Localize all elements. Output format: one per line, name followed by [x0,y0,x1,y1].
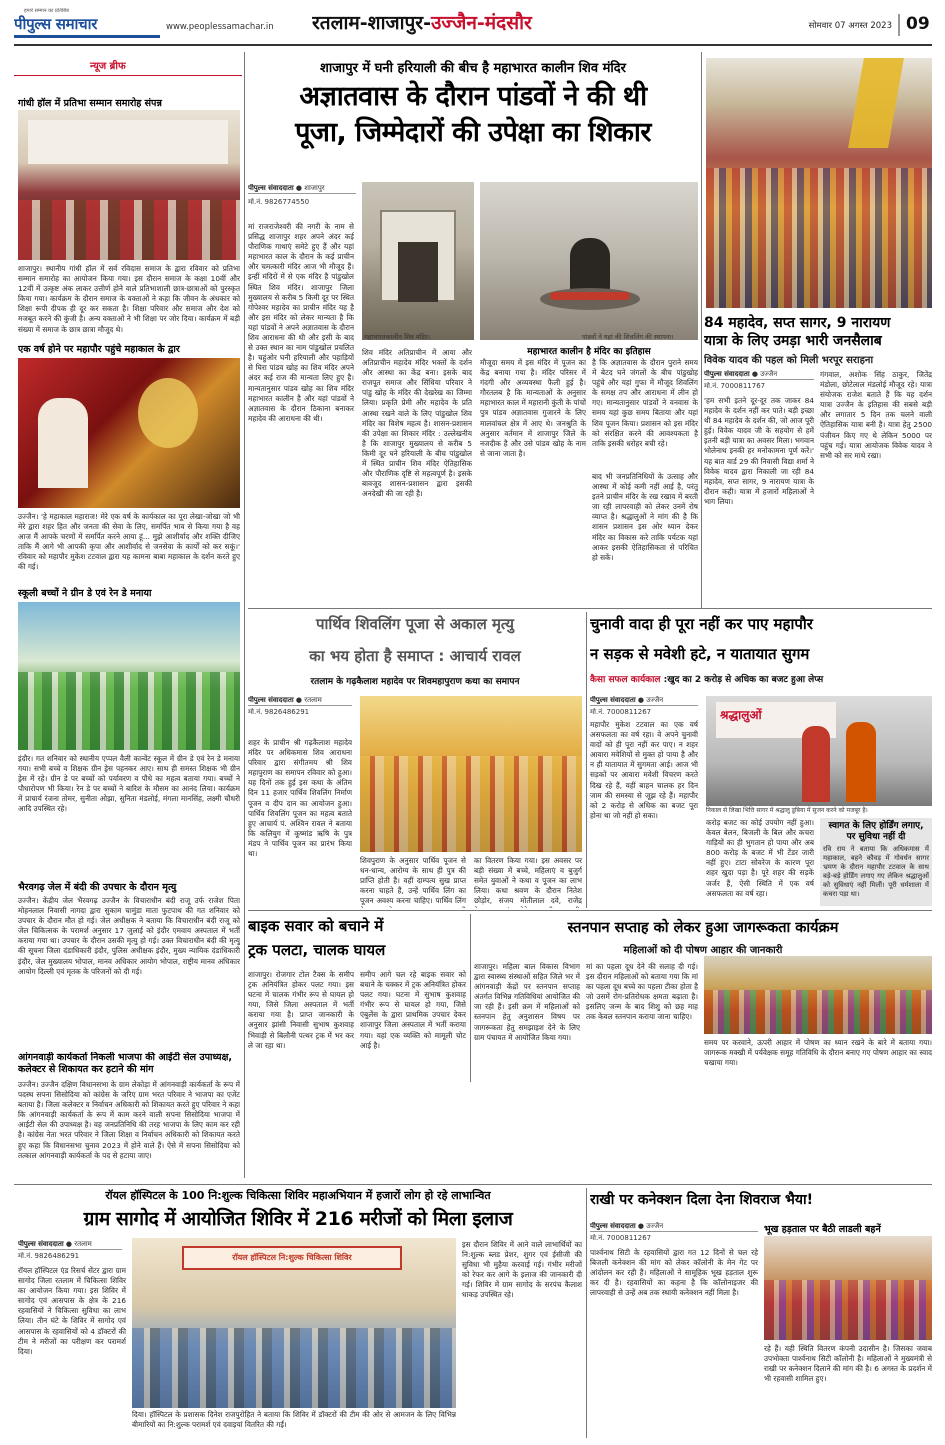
lead-col-3: मौजूदा समय में इस मंदिर में पूजन का केंद्र बनाया गया है। मंदिर परिसर में गंदगी और अव्यवस्था फैली हुई है। गौरतलब है कि मान्यताओं के अनुसार महाभारत काल में महारानी कुंती के पांचों पुत्र पांडव अज्ञातवास गुजारने के लिए मालवांचल क्षेत्र में आए थे। जनश्रुति के अनुसार वर्तमान में शाजापुर जिले के नजदीक है और उसे पांडव खोह के नाम से जाना जाता है। [480,358,586,458]
mid-horizontal-rule [248,608,932,609]
mayor-headline-1[interactable]: चुनावी वादा ही पूरा नहीं कर पाए महापौर [590,615,813,633]
yatra-headline-1[interactable]: 84 महादेव, सप्त सागर, 9 नारायण [704,315,891,331]
rakhi-byline: पीपुल्स संवाददाता ● उज्जैन [590,1222,758,1232]
camp-photo [132,1238,456,1408]
masthead-url[interactable]: www.peoplessamachar.in [166,22,274,32]
mayor-poster-body: रवि राय ने बताया कि अधिकमास में महाकाल, बहने कौवड़ में गोवर्धन सागर भ्रमण के दौरान महापौर टटवाल के साथ बड़े-बड़े होर्डिंग लगाए गए लेकिन श्रद्धालुओं को सुविधाएं नहीं मिलीं। पूरी धर्मशाला में कचरा पड़ा था। [823,845,929,898]
breastfeed-col-1: शाजापुर। महिला बाल विकास विभाग द्वारा स्वास्थ्य संस्थाओं सहित जिले भर में आंगनवाड़ी केंद्रों पर स्तनपान सप्ताह अंतर्गत विभिन्न गतिविधियां आयोजित की जा रही हैं। इसी क्रम में महिलाओं को स्तनपान हेतु अनुशासन विषय पर जागरूकता हेतु समझाइश देने के लिए ग्राम पंचायत में आयोजित किया गया। [474,962,580,1042]
rawal-col-2: शिवपुराण के अनुसार पार्थिव पूजन से धन-धान्य, आरोग्य के साथ ही पुत्र की प्राप्ति होती है। वहीं दाम्पत्य सुख प्राप्त करना चाहते हैं, उन्हें पार्थिव लिंग का पूजन अवश्य करना चाहिए। पार्थिव लिंग [360,856,466,906]
yatra-photo [706,58,932,308]
rawal-story [248,612,582,908]
breastfeed-headline[interactable]: स्तनपान सप्ताह को लेकर हुआ जागरूकता कार्यक्रम [567,920,839,936]
brief-3-body: इंदौर। गत शनिवार को स्थानीय एप्पल वैली कान्वेंट स्कूल में ग्रीन डे एवं रेन डे मनाया गया। सभी बच्चे व शिक्षक ग्रीन ड्रेस पहनकर आए। साथ ही समस्त शिक्षक भी ग्रीन ड्रेस में रहे। ग्रीन डे पर बच्चों को पर्यावरण व पौधे का महत्व बताया गया। बच्चों ने पौधारोपण भी किया। रेन डे पर बच्चों ने बारिश के मौसम का आनंद लिया। कार्यक्रम में प्राचार्य रंजना तोमर, सुनीता ओझा, सुनिता मंडलोई, मंगला मानसिंह, लक्ष्मी चौधरी आदि उपस्थित रहे। [18,754,240,814]
yatra-col-1: 'हम सभी इतने दूर-दूर तक जाकर 84 महादेव के दर्शन नहीं कर पाते। बड़ी इच्छा थी 84 महादेव के दर्शन की, जो आज पूरी हुई। विवेक यादव जी के सहयोग से हमें इतनी बड़ी यात्रा का अवसर मिला। भगवान भोलेनाथ इनकी हर मनोकामना पूर्ण करें।' यह बात वार्ड 29 की निवासी विद्या शर्मा ने विवेक यादव द्वारा निकाली जा रही 84 महादेव, सप्त सागर, 9 नारायण यात्रा के दौरान कही। यात्रा में हजारों महिलाओं ने भाग लिया। [704,396,814,506]
camp-photo-banner: रॉयल हॉस्पिटल नि:शुल्क चिकित्सा शिविर [182,1246,402,1270]
mayor-photo-banner: श्रद्धालुओं [720,708,762,722]
lead-col-2: शिव मंदिर अतिप्राचीन में आया और अतिप्राचीन महादेव मंदिर भक्तों के दर्शन और आस्था का केंद्र बना। इसके बाद राजपूत समाज और सिंधिया परिवार ने पांडु खोह के मंदिर की देखरेख का जिम्मा लिया। प्रकृति प्रेमी और महादेव के प्रति आस्था रखने वाले के लिए पांडुखोल शिव मंदिर का विशेष महत्व है। शासन-प्रशासन की उपेक्षा का शिकार मंदिर : उल्लेखनीय है कि शाजापुर मुख्यालय से करीब 5 किमी दूर घने हरियाली के बीच पांडुखोल में स्थित प्राचीन शिव मंदिर ऐतिहासिक और पौराणिक दृष्टि से महत्वपूर्ण है। इसके बावजूद शासन-प्रशासन द्वारा इसकी अनदेखी की जा रही है। [362,348,472,499]
brief-5-body: उज्जैन। उज्जैन दक्षिण विधानसभा के ग्राम लेकोड़ा में आंगनवाड़ी कार्यकर्ता के रूप में पदस्थ सपना सिसोदिया को कांग्रेस के जरिए ग्राम भरत परिवार ने भाजपा का एजेंट बताया है। जिला कलेक्टर व निर्वाचन अधिकारी को शिकायत करते हुए परिवार ने कहा कि आंगनवाड़ी कार्यकर्ता के रूप में काम करने वाली सपना सिसोदिया भाजपा में आईटी सेल की उपाध्यक्ष है। वह जनप्रतिनिधि की तरह भाजपा के लिए काम कर रही है। कांग्रेस नेता भरत परिवार ने जिला शिक्षा व निर्वाचन अधिकारी को शिकायत करते हुए कहा कि विधानसभा चुनाव 2023 में होने वाले हैं। ऐसे में सपना सिसोदिया को तत्काल आंगनवाड़ी कार्यकर्ता के पद से हटाया जाए। [18,1080,240,1160]
yatra-mobile: मो.नं. 7000811767 [704,382,766,390]
rawal-deck: रतलाम के गढ़कैलाश महादेव पर शिवमहापुराण कथा का समापन [310,677,520,687]
camp-byline-place: रतलाम [74,1240,92,1248]
rawal-byline: पीपुल्स संवाददाता ● रतलाम [248,696,352,706]
rakhi-byline-place: उज्जैन [646,1222,664,1230]
lead-headline-2[interactable]: पूजा, जिम्मेदारों की उपेक्षा का शिकार [295,117,651,148]
rakhi-headline[interactable]: राखी पर कनेक्शन दिला देना शिवराज भैया! [590,1192,813,1208]
camp-col-3: इस दौरान शिविर में आने वाले लाभार्थियों का नि:शुल्क ब्लड प्रेशर, शुगर एवं ईसीजी की सुविधा भी मुहैया करवाई गई। गंभीर मरीजों को रेफर कर आगे के इलाज की जानकारी दी गई। शिविर में ग्राम सागोद के सरपंच कैलाश धाकड़ उपस्थित रहे। [462,1240,582,1300]
brief-1-body: शाजापुर। स्थानीय गांधी हॉल में सर्व रविदास समाज के द्वारा रविवार को प्रतिभा सम्मान समारोह का आयोजन किया गया। इस दौरान समाज के कक्षा 10वीं और 12वीं में उत्कृष्ट अंक लाकर उत्तीर्ण होने वाले प्रतिभाशाली छात्र-छात्राओं को पुरस्कृत किया गया। कार्यक्रम के दौरान समाज के वक्ताओं ने कहा कि जीवन के अंधकार को शिक्षा रूपी दीपक ही दूर कर सकता है। शिक्षा परिवार और समाज और देश को मजबूत करने की कुंजी है। अन्य वक्ताओं ने भी शिक्षा पर जोर दिया। कार्यक्रम में बड़ी संख्या में समाज के छात्र छात्रा मौजूद थे। [18,264,240,334]
lower-horizontal-rule [248,910,932,911]
news-brief-label: न्यूज ब्रीफ [14,58,242,76]
lead-photo-shivling [480,182,698,340]
lead-byline: पीपुल्स संवाददाता ● शाजापुर [248,184,356,194]
lead-col-5: बाद भी जनप्रतिनिधियों के उत्साह और आस्था में कोई कमी नहीं आई है, परंतु इतने प्राचीन मंदिर के रख रखाव में बरती जा रही लापरवाही को लेकर उनमें रोष व्याप्त है। श्रद्धालुओं ने मांग की है कि शासन प्रशासन इस ओर ध्यान देकर मंदिर का विकास करे ताकि पर्यटक यहां आकर इसकी ऐतिहासिकता से परिचित हो सकें। [592,472,698,562]
lead-subhead: महाभारत कालीन है मंदिर का इतिहास [527,347,651,357]
camp-story [14,1188,582,1438]
brief-2-title[interactable]: एक वर्ष होने पर महापौर पहुंचे महाकाल के द्वार [18,344,180,355]
yatra-headline-2[interactable]: यात्रा के लिए उमड़ा भारी जनसैलाब [704,333,882,349]
lead-photo-caption-1: महाभारतकालीन शिव मंदिर। [364,333,431,341]
rawal-byline-place: रतलाम [304,696,322,704]
rakhi-col-2: रहे हैं। यही स्थिति वितरण कंपनी उदासीन है। जिसका जवाब उपभोक्ता पार्श्वनाथ सिटी कॉलोनी है। महिलाओं ने मुख्यमंत्री से राखी पर कनेक्शन दिलाने की मांग की है। 6 अगस्त के प्रदर्शन में भी रहवासी शामिल हुए। [764,1344,932,1384]
breastfeed-col-3: समय पर करवाने, ऊपरी आहार में पोषण का ध्यान रखने के बारे में बताया गया। जागरूक मक्खी में पर्यवेक्षक समूह गतिविधि के दौरान बनाए गए पोषण आहार का स्वाद चखाया गया। [704,1038,932,1068]
mayor-poster-head: स्वागत के लिए होर्डिंग लगाए, पर सुविधा नहीं दी [828,821,924,842]
news-brief-column [14,52,242,1180]
brief-3-photo [18,602,240,750]
rawal-mobile: मो.नं. 9826486291 [248,708,310,716]
mayor-col-1: महापौर मुकेश टटवाल का एक वर्ष असफलता का वर्ष रहा। वे अपने चुनावी वादों को ही पूरा नहीं कर पाए। न शहर आवारा मवेशियों से मुक्त हो पाया है और न ही यातायात में सुगमता आई। आज भी सड़कों पर आवारा मवेशी विचरण करते दिख रहे हैं, वहीं बाहन चालक हर दिन जाम की समस्या से जूझ रहे हैं। महापौर को 2 करोड़ से अधिक का बजट पूरा होना था जो नहीं हो सका। [590,720,698,820]
brief-4-title[interactable]: भैरवगढ़ जेल में बंदी की उपचार के दौरान मृत्यु [18,882,177,893]
mayor-mobile: मो.नं. 7000811267 [590,708,652,716]
logo-text: पीपुल्स समाचार [14,15,98,33]
yatra-byline-place: उज्जैन [760,370,778,378]
lead-headline-1[interactable]: अज्ञातवास के दौरान पांडवों ने की थी [299,81,647,112]
lead-byline-place: शाजापुर [304,184,325,192]
yatra-story [704,52,932,608]
lead-photo-temple [362,182,474,340]
lead-col-4: है कि अज्ञातवास के दौरान पुराने समय में बेटद घने जंगलों के बीच पांडुखोह पहुंचे और यहां गुफा में मौजूद शिवलिंग के समक्ष तप और आराधना में लीन हो गए। मान्यतानुसार पांडवों ने वनवास के समय यहां कुछ समय बिताया और यहां शिव पूजन किया। प्रशासन को इस मंदिर को संरक्षित करने की आवश्यकता है ताकि इसकी धरोहर बची रहे। [592,358,698,448]
rakhi-col-1: पार्श्वनाथ सिटी के रहवासियों द्वारा गत 12 दिनों से चल रहे बिजली कनेक्शन की मांग को लेकर कॉलोनी के मेन गेट पर आंदोलन कर रही हैं। महिलाओं ने सामूहिक भूख हड़ताल शुरू कर दी है। रहवासियों का कहना है कि कॉलोनाइजर की लापरवाही से उन्हें अब तक स्थायी कनेक्शन नहीं मिला है। [590,1248,758,1298]
masthead-date: सोमवार 07 अगस्त 2023 [808,21,892,31]
rakhi-byline-name: पीपुल्स संवाददाता [590,1222,636,1230]
brief-3-title[interactable]: स्कूली बच्चों ने ग्रीन डे एवं रेन डे मनाया [18,588,152,599]
lead-col-1: मां राजराजेश्वरी की नगरी के नाम से प्रसिद्ध शाजापुर शहर अपने अंदर कई पौराणिक गाथाएं समेटे हुए हैं और यहां महाभारत काल के दौरान के कई प्राचीन और चमत्कारी मंदिर आज भी मौजूद हैं। इन्हीं मंदिरों में से एक मंदिर है पांडुखोल स्थित शिव मंदिर। शाजापुर जिला मुख्यालय से करीब 5 किमी दूर पर स्थित गोपेश्वर महादेव का प्राचीन मंदिर यह है और इस मंदिर को लेकर मान्यता है कि यहां पांडवों ने अपने अज्ञातवास के दौरान शिव आराधना की थी और इसी के बाद से उक्त स्थान का नाम पांडुखोल प्रचलित है। चहुंओर घनी हरियाली और पहाड़ियों से घिरा पांडव खोह का शिव मंदिर अपने अंदर कई राज की मान्यता लिए हुए है। मान्यतानुसार पांडव खोह का शिव मंदिर महाभारत कालीन है और यहां पांडवों ने अज्ञातवास के दौरान ठिकाना बनाकर महादेव की आराधना की थी। [248,222,354,423]
camp-byline-name: पीपुल्स संवाददाता [18,1240,64,1248]
rawal-col-3: का वितरण किया गया। इस अवसर पर बड़ी संख्या में बच्चे, महिलाएं व बुजुर्ग समेत युवाओं ने कथा व पूजन का लाभ लिया। कथा श्रवण के दौरान नितेश छोड़ोर, संजय मोतीलाल दवे, राजेंद्र [474,856,582,906]
camp-mobile: मो.नं. 9826486291 [18,1252,80,1260]
yatra-byline-name: पीपुल्स संवाददाता [704,370,750,378]
mayor-byline: पीपुल्स संवाददाता ● उज्जैन [590,696,698,706]
lead-kicker: शाजापुर में घनी हरियाली की बीच है महाभारत कालीन शिव मंदिर [319,61,626,76]
masthead-tagline: हमारे सम्मान का प्रतिबिंब [24,8,69,14]
brief-2-photo [18,358,240,508]
rakhi-photo [764,1236,932,1340]
mayor-deck-text: :खुद का 2 करोड़ से अधिक का बजट हुआ लेप्स [660,675,824,685]
brief-1-title[interactable]: गांधी हॉल में प्रतिभा सम्मान समारोह संपन्न [18,98,162,109]
breastfeed-col-2: मां का पहला दूध देने की सलाह दी गई। इस दौरान महिलाओं को बताया गया कि मां का पहला दूध बच्चे का पहला टीका होता है जो उसमें रोग-प्रतिरोधक क्षमता बढ़ाता है। इसलिए जन्म के बाद शिशु को छह माह तक केवल स्तनपान कराया जाना चाहिए। [586,962,698,1022]
mayor-byline-name: पीपुल्स संवाददाता [590,696,636,704]
brief-5-title[interactable]: आंगनवाड़ी कार्यकर्ता निकली भाजपा की आईटी सेल उपाध्यक्ष, कलेक्टर से शिकायत कर हटाने की मांग [18,1052,232,1075]
mayor-deck [590,672,932,685]
mayor-col-2: करोड़ बजट का कोई उपयोग नहीं हुआ। केवल बेलन, बिजली के बिल और कचरा गाड़ियों का ही भुगतान हो पाया और अब 800 करोड़ के बजट में भी टेंडर जारी नहीं हुए। टाटा सोवरेज के कारण पूरा शहर खुदा पड़ा है। पूरे शहर की सड़कें जर्जर हैं, ऐसी स्थिति में एक वर्ष असफलता का वर्ष रहा। [706,818,814,898]
breastfeed-photo [704,956,932,1034]
lead-right-divider [701,52,702,608]
yatra-byline: पीपुल्स संवाददाता ● उज्जैन [704,370,814,380]
camp-col-2: दिया। हॉस्पिटल के प्रशासक दिनेश राजपुरोहित ने बताया कि शिविर में डॉक्टरों की टीम की ओर से आमजन के लिए विभिन्न बीमारियों का नि:शुल्क परामर्श एवं दवाइयां वितरित की गईं। [132,1410,456,1430]
mayor-byline-place: उज्जैन [646,696,664,704]
bike-col-1: शाजापुर। रोजगार टोल टैक्स के समीप ट्रक अनियंत्रित होकर पलट गया। इस घटना में चालक गंभीर रूप से घायल हो गया, जिसे जिला अस्पताल में भर्ती कराया गया है। प्राप्त जानकारी के अनुसार झांसी निवासी सुभाष कुशवाह भिवाड़ी से बिलौनी पत्थर ट्रक में भर कर ले जा रहा था। [248,970,354,1050]
brief-1-photo [18,110,240,260]
camp-right-divider [586,1188,587,1438]
rawal-photo [360,696,582,852]
rawal-col-1: शहर के प्राचीन श्री गढ़कैलाश महादेव मंदिर पर अधिकमास शिव आराधना परिवार द्वारा संगीतमय श्री शिव महापुराण का समापन रविवार को हुआ। यह दिनों तक हुई इस कथा के अंतिम दिन 11 हजार पार्थिव शिवलिंग निर्माण पूजन व दीप दान का आयोजन हुआ। पार्थिव शिवलिंग पूजन का महत्व बताते हुए आचार्य पं. अश्विन रावल ने बताया कि कलियुग में कूष्मांड ऋषि के पुत्र मंडप ने पार्थिव पूजन का प्रारंभ किया था। [248,738,352,859]
camp-kicker: रॉयल हॉस्पिटल के 100 नि:शुल्क चिकित्सा शिविर महाअभियान में हजारों लोग हो रहे लाभान्वित [105,1189,491,1202]
rakhi-photo-label: भूख हड़ताल पर बैठी लाडली बहनें [764,1224,881,1235]
bike-right-divider [470,914,471,1082]
rawal-right-divider [586,612,587,908]
lead-byline-name: पीपुल्स संवाददाता [248,184,294,192]
left-column-divider [244,52,245,1178]
section-title [312,9,612,37]
brief-4-body: उज्जैन। केंद्रीय जेल भैरवगढ़ उज्जैन के विचाराधीन बंदी राजू उर्फ राजेश पिता मोहनलाल निवासी नागदा द्वारा सुकाम चामुंडा माता फुटपाथ की गत शनिवार को उपचार के दौरान मौत हो गई। जेल अधीक्षक ने बताया कि विचाराधीन बंदी राजू को जेल चिकित्सक के परामर्श अनुसार 17 जुलाई को इंदौर एमवाय अस्पताल में भर्ती कराया गया था। उपचार के दौरान उसकी मृत्यु हो गई। उक्त विचाराधीन बंदी की मृत्यु की सूचना जिला दंडाधिकारी इंदौर, पुलिस अधीक्षक इंदौर, मुख्य न्यायिक दंडाधिकारी इंदौर, जेल मुख्यालय भोपाल, मानव अधिकार आयोग भोपाल, राष्ट्रीय मानव अधिकार आयोग दिल्ली एवं मृतक के परिजनों को दी गई। [18,896,240,976]
rakhi-story [590,1188,932,1438]
masthead [0,0,945,46]
camp-top-rule [14,1184,932,1185]
mayor-poster-box [820,818,932,906]
camp-headline[interactable]: ग्राम सागोद में आयोजित शिविर में 216 मरीजों को मिला इलाज [83,1208,513,1230]
yatra-deck: विवेक यादव की पहल को मिली भरपूर सराहना [704,355,874,366]
rawal-byline-name: पीपुल्स संवाददाता [248,696,294,704]
bike-headline-2[interactable]: ट्रक पलटा, चालक घायल [248,941,386,959]
breastfeed-story [474,914,932,1082]
bike-headline-1[interactable]: बाइक सवार को बचाने में [248,917,384,935]
masthead-rule [14,44,932,46]
rawal-headline-1[interactable]: पार्थिव शिवलिंग पूजा से अकाल मृत्यु [316,615,514,633]
mayor-photo-caption: निकाल से लिखा भित्ति सागर में श्रद्धालु डूबिया में सुजन करने को मजबूर है। [706,807,868,814]
lead-mobile: मो.नं. 9826774550 [248,198,310,206]
mayor-photo [706,696,932,806]
camp-byline: पीपुल्स संवाददाता ● रतलाम [18,1240,122,1250]
camp-col-1: रॉयल हॉस्पिटल एंड रिसर्च सेंटर द्वारा ग्राम सागोद जिला रतलाम में चिकित्सा शिविर का आयोजन किया गया। इस शिविर में सागोद एवं आसपास के क्षेत्र के 216 रहवासियों ने चिकित्सा सुविधा का लाभ लिया। तीन घंटे के शिविर में सागोद एवं आसपास के रहवासियों को 4 डॉक्टरों की टीम ने मरीजों का परीक्षण कर परामर्श दिया। [18,1266,126,1356]
lead-story [248,52,698,608]
mayor-headline-2[interactable]: न सड़क से मवेशी हटे, न यातायात सुगम [590,645,810,663]
masthead-logo[interactable] [14,8,160,38]
lead-photo-caption-2: पांडवों ने यहां की शिवलिंग की स्थापना। [582,333,674,341]
breastfeed-deck: महिलाओं को दी पोषण आहार की जानकारी [623,945,783,956]
bike-story [248,914,466,1180]
rakhi-mobile: मो.नं. 7000811267 [590,1234,652,1242]
section-title-main: रतलाम-शाजापुर- [312,12,431,34]
bike-col-2: समीप आगे चल रहे बाइक सवार को बचाने के चक्कर में ट्रक अनियंत्रित होकर पलट गया। घटना में सुभाष कुशवाह गंभीर रूप से घायल हो गया, जिसे एंबुलेंस के द्वारा प्राथमिक उपचार देकर शाजापुर जिला अस्पताल में भर्ती कराया गया। यहां एक व्यक्ति को मामूली चोट आई है। [360,970,466,1050]
page-number: 09 [898,14,932,36]
mayor-story [590,612,932,908]
section-title-accent: उज्जैन-मंदसौर [430,12,532,34]
rawal-headline-2[interactable]: का भय होता है समाप्त : आचार्य रावल [309,647,521,665]
mayor-deck-label: कैसा सफल कार्यकाल [590,675,661,685]
brief-2-body: उज्जैन। 'हे महाकाल महाराज! मेरे एक वर्ष के कार्यकाल का पूरा लेखा-जोखा जो भी मेरे द्वारा शहर हित और जनता की सेवा के लिए, समर्पित भाव से किया गया है वह आज मैं आपके चरणों में समर्पित करने आया हूं... मुझे आशीर्वाद और शक्ति दीजिए ताकि मैं आगे भी आपकी कृपा और आशीर्वाद से जनसेवा के कार्यों को कर सकूं।' रविवार को महापौर मुकेश टटवाल द्वारा यह कामना बाबा महाकाल के दर्शन करते हुए की गई। [18,512,240,572]
yatra-col-2: गंगवाल, अशोक सिंह ठाकुर, जितेंद्र मंडोला, छोटेलाल मंडलोई मौजूद रहे। यात्रा संयोजक राजेश बताते हैं कि यह दर्शन यात्रा उज्जैन के इतिहास की सबसे बड़ी और लगातार 5 दिन तक चलने वाली ऐतिहासिक यात्रा बनी है। यात्रा हेतु 2500 पंजीयन किए गए थे लेकिन 5000 पर पहुंच गई। यात्रा आयोजक विवेक यादव ने सभी को सर माथे रखा। [820,370,932,460]
